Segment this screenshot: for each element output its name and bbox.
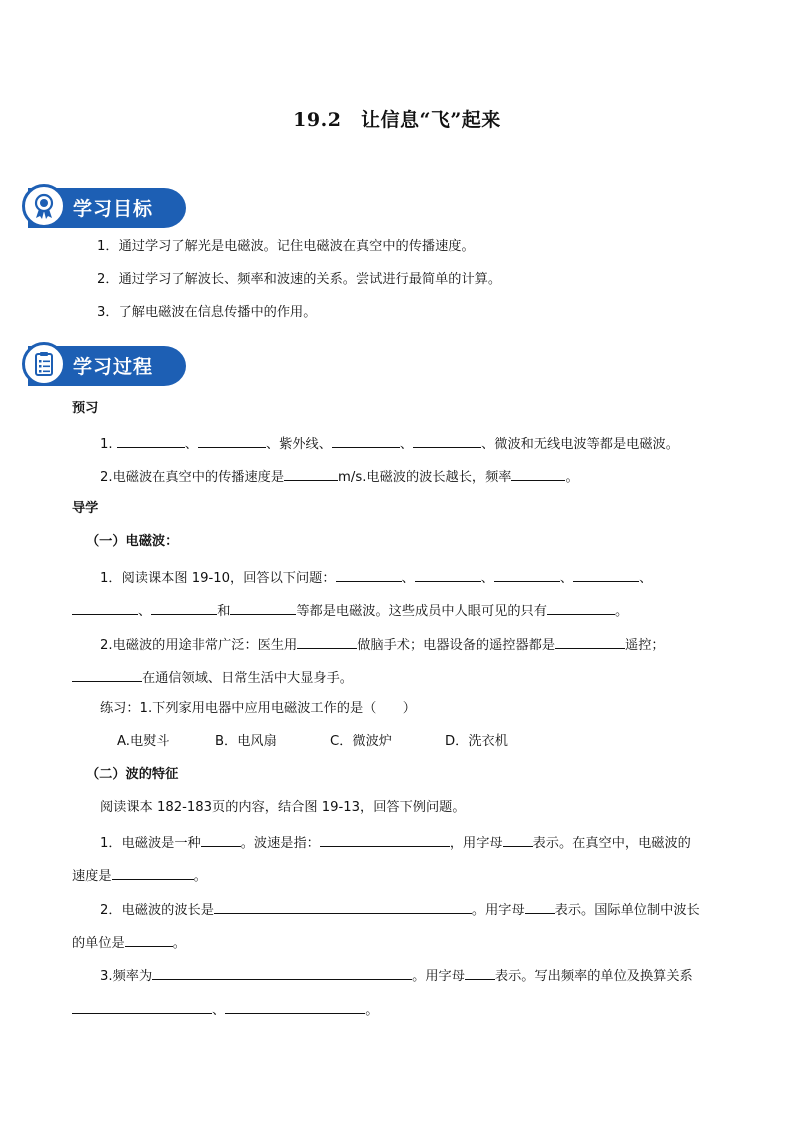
process-banner-label: 学习过程: [73, 356, 154, 378]
answer-blank[interactable]: [72, 600, 138, 615]
q-text: 、微波和无线电波等都是电磁波。: [481, 437, 679, 452]
answer-blank[interactable]: [230, 600, 296, 615]
q-text: 等都是电磁波。这些成员中人眼可见的只有: [296, 604, 547, 619]
answer-blank[interactable]: [465, 965, 495, 980]
answer-blank[interactable]: [511, 466, 565, 481]
q-text: 的单位是: [72, 936, 125, 951]
part2-q2-line2: [72, 932, 186, 953]
answer-blank[interactable]: [72, 999, 212, 1014]
exercise-question: 练习：1.下列家用电器中应用电磁波工作的是（ ）: [100, 701, 416, 716]
answer-blank[interactable]: [125, 932, 173, 947]
q-text: 2．电磁波的波长是: [100, 903, 214, 918]
q-text: 表示。国际单位制中波长: [554, 903, 700, 918]
answer-blank[interactable]: [547, 600, 615, 615]
part2-q1-line1: [100, 832, 691, 853]
q-text: 1．阅读课本图 19-10，回答以下问题：: [100, 571, 336, 586]
answer-blank[interactable]: [198, 433, 266, 448]
answer-blank[interactable]: [297, 634, 357, 649]
exercise-option-c[interactable]: C．微波炉: [330, 734, 392, 749]
exercise-option-a[interactable]: A.电熨斗: [117, 734, 170, 749]
goals-banner: [28, 188, 186, 228]
answer-blank[interactable]: [413, 433, 481, 448]
separator: 、: [401, 571, 415, 586]
q-text: 。: [193, 869, 207, 884]
goal-item: 2．通过学习了解波长、频率和波速的关系。尝试进行最简单的计算。: [97, 272, 502, 287]
q-text: 1．电磁波是一种: [100, 836, 201, 851]
q-text: 。: [565, 470, 579, 485]
answer-blank[interactable]: [525, 899, 555, 914]
part1-q2-line1: [100, 634, 665, 655]
answer-blank[interactable]: [152, 965, 412, 980]
part2-q3-line2: [72, 999, 378, 1020]
answer-blank[interactable]: [201, 832, 241, 847]
preview-heading: 预习: [72, 401, 99, 416]
goal-item: 1．通过学习了解光是电磁波。记住电磁波在真空中的传播速度。: [97, 239, 475, 254]
answer-blank[interactable]: [573, 567, 639, 582]
q-text: 表示。写出频率的单位及换算关系: [494, 969, 693, 984]
award-ribbon-icon: [22, 184, 66, 228]
separator: 、: [184, 437, 198, 452]
answer-blank[interactable]: [320, 832, 450, 847]
answer-blank[interactable]: [555, 634, 625, 649]
q-text: 3.频率为: [100, 969, 153, 984]
answer-blank[interactable]: [117, 433, 185, 448]
answer-blank[interactable]: [494, 567, 560, 582]
part2-intro: 阅读课本 182-183页的内容，结合图 19-13，回答下例问题。: [100, 800, 466, 815]
q-text: 和: [217, 604, 231, 619]
exercise-option-b[interactable]: B．电风扇: [215, 734, 277, 749]
part2-q1-line2: [72, 865, 207, 886]
preview-q2: [100, 466, 579, 487]
answer-blank[interactable]: [151, 600, 217, 615]
part1-q1-line1: [100, 567, 652, 588]
q-text: 。波速是指：: [240, 836, 320, 851]
part2-q3-line1: [100, 965, 693, 986]
q-text: 表示。在真空中，电磁波的: [532, 836, 691, 851]
process-banner: [28, 346, 186, 386]
q-text: 速度是: [72, 869, 112, 884]
part1-heading: （一）电磁波：: [86, 534, 179, 549]
answer-blank[interactable]: [503, 832, 533, 847]
q-text: 遥控；: [625, 638, 665, 653]
page-title: 19.2 让信息“飞”起来: [293, 109, 501, 131]
part1-q1-line2: [72, 600, 628, 621]
separator: 、: [480, 571, 494, 586]
answer-blank[interactable]: [112, 865, 194, 880]
q-text: 、紫外线、: [265, 437, 332, 452]
answer-blank[interactable]: [72, 667, 142, 682]
separator: 、: [639, 571, 653, 586]
answer-blank[interactable]: [336, 567, 402, 582]
q-text: 。: [614, 604, 629, 619]
goal-item: 3．了解电磁波在信息传播中的作用。: [97, 305, 317, 320]
clipboard-checklist-icon: [22, 342, 66, 386]
part2-heading: （二）波的特征: [86, 767, 179, 782]
q-text: ，用字母: [449, 836, 503, 851]
q-text: 2.电磁波在真空中的传播速度是: [100, 470, 285, 485]
q-text: 。: [365, 1003, 379, 1018]
answer-blank[interactable]: [332, 433, 400, 448]
part2-q2-line1: [100, 899, 700, 920]
q-text: 做脑手术；电器设备的遥控器都是: [357, 638, 556, 653]
q-text: 在通信领域、日常生活中大显身手。: [142, 671, 353, 686]
answer-blank[interactable]: [284, 466, 338, 481]
preview-q1: [100, 433, 679, 454]
guide-heading: 导学: [72, 501, 99, 516]
answer-blank[interactable]: [214, 899, 472, 914]
q-text: m/s.电磁波的波长越长，频率: [338, 470, 512, 485]
exercise-option-d[interactable]: D．洗衣机: [445, 734, 508, 749]
answer-blank[interactable]: [225, 999, 365, 1014]
separator: 、: [399, 437, 414, 452]
q-text: 。用字母: [412, 969, 465, 984]
q-number: 1.: [100, 437, 113, 452]
separator: 、: [559, 571, 574, 586]
separator: 、: [212, 1003, 226, 1018]
q-text: 2.电磁波的用途非常广泛：医生用: [100, 638, 298, 653]
q-text: 。用字母: [471, 903, 525, 918]
goals-banner-label: 学习目标: [73, 198, 154, 220]
part1-q2-line2: [72, 667, 353, 688]
q-text: 。: [172, 936, 186, 951]
answer-blank[interactable]: [415, 567, 481, 582]
separator: 、: [138, 604, 152, 619]
